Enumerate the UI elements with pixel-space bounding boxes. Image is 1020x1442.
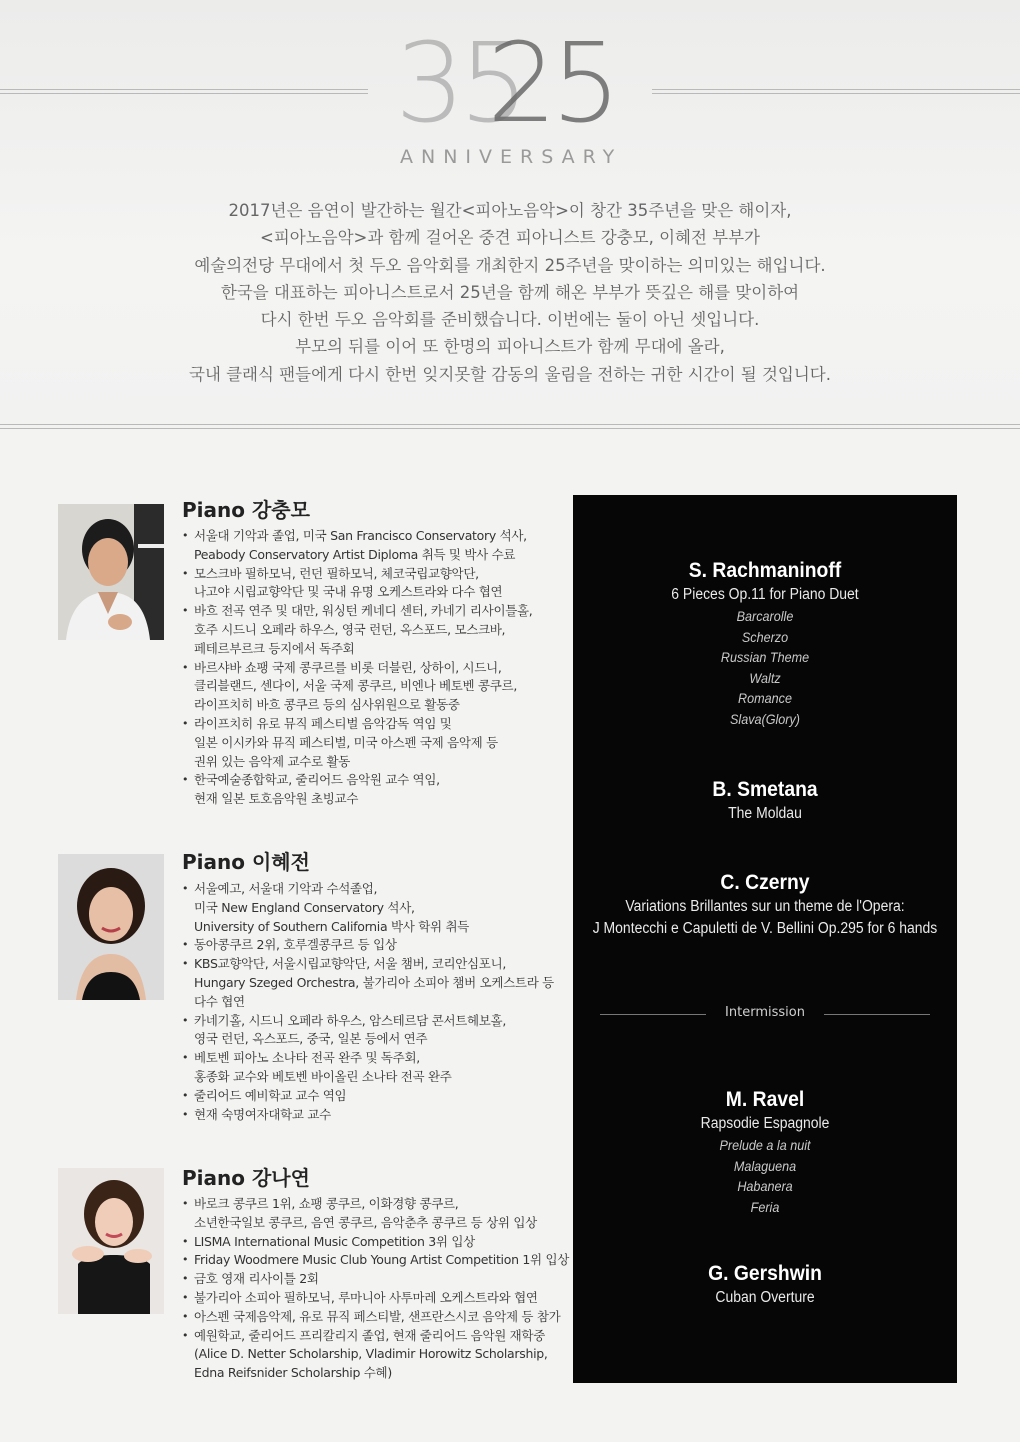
movement: Scherzo (741, 628, 789, 645)
intro-paragraph (140, 197, 880, 388)
movement: Romance (738, 690, 792, 707)
intro-line: 다시 한번 두오 음악회를 준비했습니다. 이번에는 둘이 아닌 셋입니다. (260, 310, 760, 330)
work-title: 6 Pieces Op.11 for Piano Duet (671, 586, 859, 603)
performer-name: Piano 이혜전 (182, 850, 310, 874)
credit-item: • 바흐 전곡 연주 및 대만, 워싱턴 케네디 센터, 카네기 리사이틀홀, 호주 시드니 오페라 하우스, 영국 런던, 옥스포드, 모스크바, 페테르부르크 등지에서 독주회 (182, 602, 562, 658)
performer-bio-kang-nayeon (58, 1164, 570, 1394)
movement: Russian Theme (720, 649, 810, 666)
concert-program-panel (573, 495, 957, 1383)
credit-item: • 아스펜 국제음악제, 유로 뮤직 페스티발, 샌프란스시코 음악제 등 참가 (182, 1308, 562, 1327)
movement: Habanera (737, 1178, 793, 1195)
credit-item: • 한국예술종합학교, 줄리어드 음악원 교수 역임, 현재 일본 토호음악원 초빙교수 (182, 771, 562, 809)
credit-item: • KBS교향악단, 서울시립교향악단, 서울 챔버, 코리안심포니, Hungary Szeged Orchestra, 불가리아 소피아 챔버 오케스트라 등 다수 협연 (182, 955, 562, 1011)
credit-item: • 불가리아 소피아 필하모닉, 루마니아 사투마레 오케스트라와 협연 (182, 1289, 562, 1308)
performer-photo (58, 854, 164, 1000)
anniversary-logo (385, 19, 635, 178)
movement: Barcarolle (736, 608, 794, 624)
intro-line: 예술의전당 무대에서 첫 두오 음악회를 개최한지 25주년을 맞이하는 의미있는 해입니다. (194, 255, 826, 275)
logo-number-35: 35 (395, 19, 523, 147)
intro-line: 부모의 뒤를 이어 또 한명의 피아니스트가 함께 무대에 올라, (295, 337, 725, 357)
performer-credits (182, 1195, 570, 1383)
movement: Prelude a la nuit (719, 1137, 811, 1153)
movement: Feria (750, 1198, 780, 1215)
credit-item: • 현재 숙명여자대학교 교수 (182, 1106, 562, 1125)
header-rule-right (652, 89, 1020, 95)
credit-item: • 모스크바 필하모닉, 런던 필하모닉, 체코국립교향악단, 나고야 시립교향악단 및 국내 유명 오케스트라와 다수 협연 (182, 565, 562, 603)
divider-line-right (824, 1014, 930, 1015)
credit-item: • Friday Woodmere Music Club Young Artist Competition 1위 입상 (182, 1251, 562, 1270)
credit-item: • LISMA International Music Competition 3위 입상 (182, 1233, 562, 1252)
performer-credits (182, 880, 562, 1124)
intermission-divider (600, 1003, 930, 1027)
composer-name: C. Czerny (720, 871, 810, 894)
movement: Waltz (749, 669, 781, 686)
credit-item: • 바로크 콩쿠르 1위, 쇼팽 콩쿠르, 이화경향 콩쿠르, 소년한국일보 콩쿠르, 음연 콩쿠르, 음악춘추 콩쿠르 등 상위 입상 (182, 1195, 562, 1233)
program-piece-gershwin (573, 1261, 957, 1309)
composer-name: S. Rachmaninoff (688, 559, 842, 582)
movement: Malaguena (733, 1157, 797, 1174)
logo-number-25: 25 (487, 19, 615, 147)
performer-bio-lee-hyejeon (58, 848, 558, 1138)
credit-item: • 카네기홀, 시드니 오페라 하우스, 암스테르담 콘서트헤보홀, 영국 런던, 옥스포드, 중국, 일본 등에서 연주 (182, 1012, 562, 1050)
composer-name: G. Gershwin (708, 1262, 822, 1285)
section-divider (0, 424, 1020, 430)
program-piece-ravel (573, 1087, 957, 1217)
work-title: Cuban Overture (715, 1289, 815, 1306)
credit-item: • 서울예고, 서울대 기악과 수석졸업, 미국 New England Conservatory 석사, University of Southern California 박사 학위 취득 (182, 880, 562, 936)
header-rule-left (0, 89, 368, 95)
credit-item: • 서울대 기악과 졸업, 미국 San Francisco Conservatory 석사, Peabody Conservatory Artist Diploma 취득 및 박사 수료 (182, 527, 562, 565)
intro-line: 2017년은 음연이 발간하는 월간<피아노음악>이 창간 35주년을 맞은 해이자, (228, 201, 792, 220)
credit-item: • 줄리어드 예비학교 교수 역임 (182, 1087, 562, 1106)
program-piece-rachmaninoff (573, 558, 957, 730)
performer-photo (58, 1168, 164, 1314)
work-title: Variations Brillantes sur un theme de l'Opera: (625, 898, 905, 915)
performer-name: Piano 강충모 (182, 498, 310, 522)
work-title: Rapsodie Espagnole (700, 1115, 830, 1132)
program-piece-smetana (573, 777, 957, 825)
credit-item: • 바르샤바 쇼팽 국제 콩쿠르를 비롯 더블린, 상하이, 시드니, 클리블랜드, 센다이, 서울 국제 콩쿠르, 비엔나 베토벤 콩쿠르, 라이프치히 바흐 콩쿠르 등의 심사위원으로 활동중 (182, 659, 562, 715)
performer-photo (58, 504, 164, 640)
credit-item: • 동아콩쿠르 2위, 호루겔콩쿠르 등 입상 (182, 936, 562, 955)
work-title: J Montecchi e Capuletti de V. Bellini Op.295 for 6 hands (592, 920, 938, 937)
work-title: The Moldau (728, 805, 802, 822)
credit-item: • 금호 영재 리사이틀 2회 (182, 1270, 562, 1289)
program-piece-czerny (573, 870, 957, 940)
intro-line: <피아노음악>과 함께 걸어온 중견 피아니스트 강충모, 이혜전 부부가 (260, 228, 760, 248)
performer-name: Piano 강나연 (182, 1166, 310, 1190)
performer-credits (182, 527, 562, 809)
composer-name: M. Ravel (725, 1088, 805, 1111)
movement: Slava(Glory) (729, 710, 801, 727)
intro-line: 국내 클래식 팬들에게 다시 한번 잊지못할 감동의 울림을 전하는 귀한 시간이 될 것입니다. (189, 364, 831, 384)
composer-name: B. Smetana (712, 778, 818, 801)
credit-item: • 베토벤 피아노 소나타 전곡 완주 및 독주회, 홍종화 교수와 베토벤 바이올린 소나타 전곡 완주 (182, 1049, 562, 1087)
performer-bio-kang-chungmo (58, 496, 558, 816)
credit-item: • 라이프치히 유로 뮤직 페스티벌 음악감독 역임 및 일본 이시카와 뮤직 페스티벌, 미국 아스펜 국제 음악제 등 권위 있는 음악제 교수로 활동 (182, 715, 562, 771)
credit-item: • 예원학교, 줄리어드 프리칼리지 졸업, 현재 줄리어드 음악원 재학중 (Alice D. Netter Scholarship, Vladimir Horowitz Scholarship, Edna Reifsnider Scholarship 수혜) (182, 1327, 562, 1383)
intro-line: 한국을 대표하는 피아니스트로서 25년을 함께 해온 부부가 뜻깊은 해를 맞이하여 (220, 282, 800, 302)
intermission-label: Intermission (725, 1005, 805, 1020)
logo-subtitle: ANNIVERSARY (400, 146, 623, 168)
